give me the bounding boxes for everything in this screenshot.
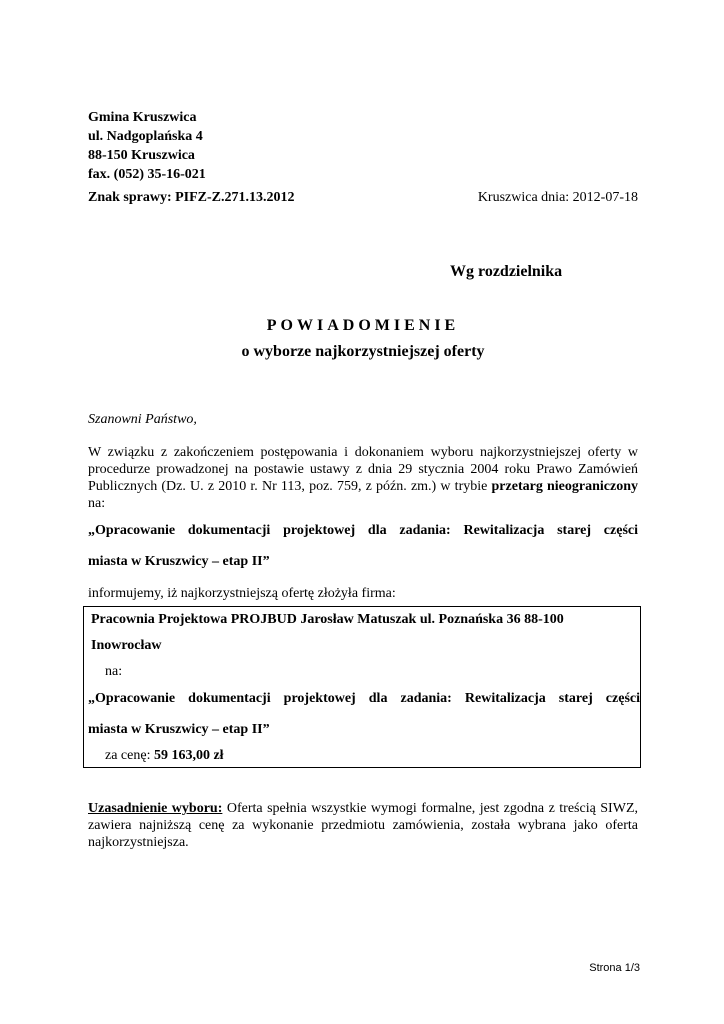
justification-paragraph [88, 800, 638, 851]
price-value: 59 163,00 zł [153, 748, 224, 763]
offer-price-row [105, 748, 224, 764]
intro-text: W związku z zakończeniem postępowania i dokonaniem wyboru najkorzystniejszej oferty w procedurze prowadzonej na postawie ustawy z dnia 29 stycznia 2004 roku Prawo Zamówień Publicznych (Dz. U. z 2010 r. Nr 113, poz. 759, z późn. zm.) w trybie [88, 445, 638, 494]
sender-address [88, 108, 206, 184]
sender-city: 88-150 Kruszwica [88, 148, 195, 163]
winning-offer-box [83, 606, 641, 768]
intro-paragraph [88, 444, 638, 512]
intro-tail: na: [88, 496, 106, 511]
procedure-mode: przetarg nieograniczony [491, 479, 638, 494]
sender-name: Gmina Kruszwica [88, 110, 197, 125]
recipient: Wg rozdzielnika [450, 263, 563, 280]
company-line1: Pracownia Projektowa PROJBUD Jarosław Matuszak ul. Poznańska 36 88-100 [91, 612, 564, 627]
inform-sentence: informujemy, iż najkorzystniejszą ofertę złożyła firma: [88, 586, 396, 601]
case-reference: Znak sprawy: PIFZ-Z.271.13.2012 [88, 190, 295, 205]
sender-fax: fax. (052) 35-16-021 [88, 167, 206, 182]
price-label: za cenę: [105, 748, 154, 763]
project-title-line2: miasta w Kruszwicy – etap II” [88, 554, 270, 569]
page-number: Strona 1/3 [589, 962, 640, 974]
document-date: Kruszwica dnia: 2012-07-18 [477, 190, 638, 205]
sender-street: ul. Nadgoplańska 4 [88, 129, 203, 144]
document-title: POWIADOMIENIE [266, 317, 460, 334]
offer-for-label: na: [105, 664, 123, 679]
project-title-line1: „Opracowanie dokumentacji projektowej dla zadania: Rewitalizacja starej części [88, 523, 638, 538]
offer-project-line2: miasta w Kruszwicy – etap II” [88, 722, 270, 737]
company-line2: Inowrocław [91, 638, 162, 653]
greeting: Szanowni Państwo, [88, 412, 197, 427]
justification-label: Uzasadnienie wyboru: [88, 801, 223, 816]
document-subtitle: o wyborze najkorzystniejszej oferty [241, 343, 485, 360]
offer-project-line1: „Opracowanie dokumentacji projektowej dla zadania: Rewitalizacja starej części [88, 691, 640, 706]
justification-text: Oferta spełnia wszystkie wymogi formalne, jest zgodna z treścią SIWZ, zawiera najniższą cenę za wykonanie przedmiotu zamówienia, została wybrana jako oferta najkorzystniejsza. [88, 801, 638, 850]
